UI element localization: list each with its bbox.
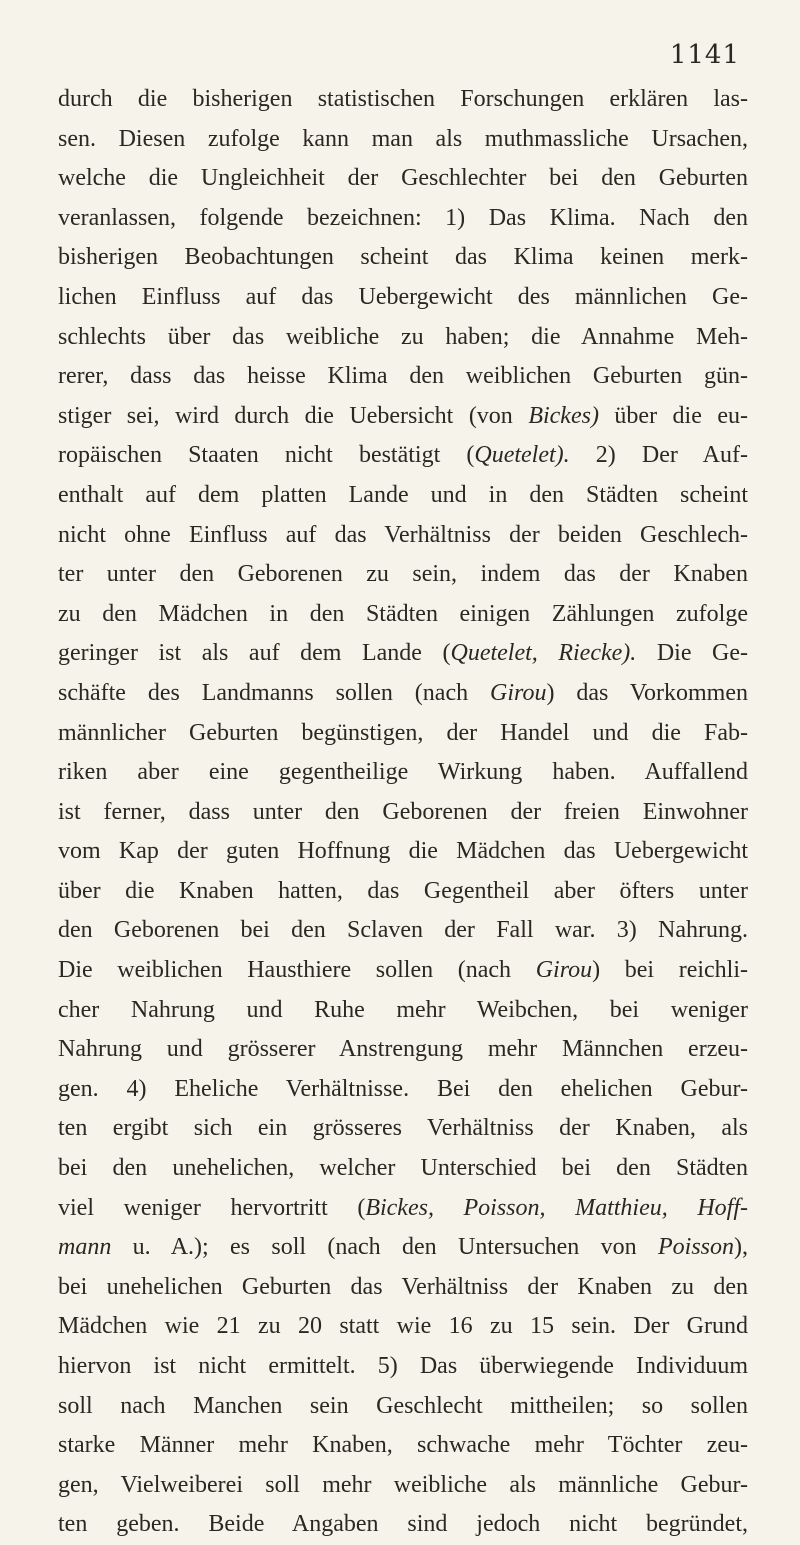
text-segment: vom Kap der guten Hoffnung die Mädchen das Uebergewicht xyxy=(58,838,748,865)
text-line xyxy=(58,674,748,714)
italic-citation: mann xyxy=(58,1234,112,1261)
text-line xyxy=(58,872,748,912)
text-line xyxy=(58,1268,748,1308)
text-segment: enthalt auf dem platten Lande und in den Städten scheint xyxy=(58,481,748,508)
text-segment: Mädchen wie 21 zu 20 statt wie 16 zu 15 sein. Der Grund xyxy=(58,1313,748,1340)
text-segment: schlechts über das weibliche zu haben; die Annahme Meh- xyxy=(58,323,748,350)
text-segment: durch die bisherigen statistischen Forschungen erklären las- xyxy=(58,86,748,112)
text-line xyxy=(58,159,748,199)
text-segment: schäfte des Landmanns sollen (nach xyxy=(58,679,490,706)
text-line xyxy=(58,1505,748,1545)
text-line xyxy=(58,397,748,437)
text-segment: ter unter den Geborenen zu sein, indem das der Knaben xyxy=(58,561,748,588)
text-segment: über die eu- xyxy=(598,402,748,429)
italic-citation: Girou xyxy=(490,679,547,706)
text-segment: riken aber eine gegentheilige Wirkung haben. Auffallend xyxy=(58,759,748,786)
italic-citation: Poisson xyxy=(657,1234,734,1261)
text-line xyxy=(58,1109,748,1149)
text-line xyxy=(58,199,748,239)
text-segment: bisherigen Beobachtungen scheint das Klima keinen merk- xyxy=(58,244,748,271)
text-line xyxy=(58,1307,748,1347)
text-segment: den Geborenen bei den Sclaven der Fall war. 3) Nahrung. xyxy=(58,917,748,944)
text-segment: stiger sei, wird durch die Uebersicht (von xyxy=(58,402,529,429)
text-segment: über die Knaben hatten, das Gegentheil aber öfters unter xyxy=(58,877,748,904)
text-line xyxy=(58,1149,748,1189)
text-segment: bei den unehelichen, welcher Unterschied bei den Städten xyxy=(58,1155,748,1182)
text-line xyxy=(58,832,748,872)
text-line xyxy=(58,595,748,635)
italic-citation: Quetelet). xyxy=(474,442,570,469)
text-segment: welche die Ungleichheit der Geschlechter bei den Geburten xyxy=(58,165,748,192)
text-line xyxy=(58,1030,748,1070)
text-segment: cher Nahrung und Ruhe mehr Weibchen, bei weniger xyxy=(58,996,748,1023)
text-segment: Nahrung und grösserer Anstrengung mehr Männchen erzeu- xyxy=(58,1036,748,1063)
text-segment: männlicher Geburten begünstigen, der Handel und die Fab- xyxy=(58,719,748,746)
page-number: 1141 xyxy=(669,40,740,70)
text-segment: lichen Einfluss auf das Uebergewicht des männlichen Ge- xyxy=(58,283,748,310)
italic-citation: Bickes, Poisson, Matthieu, Hoff- xyxy=(365,1194,748,1221)
text-segment: sen. Diesen zufolge kann man als muthmassliche Ursachen, xyxy=(58,125,748,152)
text-line xyxy=(58,516,748,556)
text-line xyxy=(58,991,748,1031)
text-segment: ropäischen Staaten nicht bestätigt ( xyxy=(58,442,475,469)
text-segment: nicht ohne Einfluss auf das Verhältniss der beiden Geschlech- xyxy=(58,521,748,548)
text-line xyxy=(58,793,748,833)
text-segment: ), xyxy=(734,1234,748,1261)
text-line xyxy=(58,476,748,516)
text-line xyxy=(58,436,748,476)
text-segment: ten ergibt sich ein grösseres Verhältniss der Knaben, als xyxy=(58,1115,748,1142)
text-line xyxy=(58,80,748,120)
text-line xyxy=(58,1387,748,1427)
text-line xyxy=(58,555,748,595)
text-segment: geringer ist als auf dem Lande ( xyxy=(58,640,451,667)
text-segment: soll nach Manchen sein Geschlecht mittheilen; so sollen xyxy=(58,1392,748,1419)
text-segment: hiervon ist nicht ermittelt. 5) Das überwiegende Individuum xyxy=(58,1353,748,1379)
text-segment: zu den Mädchen in den Städten einigen Zählungen zufolge xyxy=(58,600,748,627)
text-line xyxy=(58,120,748,160)
text-segment: u. A.); es soll (nach den Untersuchen von xyxy=(111,1234,658,1261)
text-line xyxy=(58,1228,748,1268)
text-line xyxy=(58,951,748,991)
text-segment: gen, Vielweiberei soll mehr weibliche als männliche Gebur- xyxy=(58,1471,748,1498)
text-segment: ) das Vorkommen xyxy=(546,679,748,706)
text-segment: ten geben. Beide Angaben sind jedoch nicht begründet, xyxy=(58,1511,748,1538)
text-segment: ) bei reichli- xyxy=(592,957,748,984)
text-line xyxy=(58,1070,748,1110)
body-text xyxy=(58,80,748,1545)
text-line xyxy=(58,1189,748,1229)
text-segment: viel weniger hervortritt ( xyxy=(58,1194,366,1221)
text-line xyxy=(58,634,748,674)
text-segment: Die weiblichen Hausthiere sollen (nach xyxy=(58,957,536,984)
text-line xyxy=(58,1466,748,1506)
text-segment: gen. 4) Eheliche Verhältnisse. Bei den ehelichen Gebur- xyxy=(58,1075,748,1102)
text-line xyxy=(58,1426,748,1466)
text-line xyxy=(58,278,748,318)
italic-citation: Girou xyxy=(535,957,593,984)
text-segment: ist ferner, dass unter den Geborenen der freien Einwohner xyxy=(58,798,748,825)
text-line xyxy=(58,318,748,358)
text-line xyxy=(58,911,748,951)
text-line xyxy=(58,1347,748,1387)
italic-citation: Bickes) xyxy=(528,402,599,429)
text-segment: Die Ge- xyxy=(636,640,748,667)
text-segment: bei unehelichen Geburten das Verhältniss der Knaben zu den xyxy=(58,1273,748,1300)
text-line xyxy=(58,238,748,278)
text-line xyxy=(58,357,748,397)
italic-citation: Quetelet, Riecke). xyxy=(450,640,637,667)
text-segment: 2) Der Auf- xyxy=(569,442,748,469)
text-line xyxy=(58,753,748,793)
text-segment: veranlassen, folgende bezeichnen: 1) Das Klima. Nach den xyxy=(58,204,748,231)
text-segment: starke Männer mehr Knaben, schwache mehr Töchter zeu- xyxy=(58,1432,748,1459)
text-segment: rerer, dass das heisse Klima den weiblichen Geburten gün- xyxy=(58,363,748,390)
text-line xyxy=(58,714,748,754)
